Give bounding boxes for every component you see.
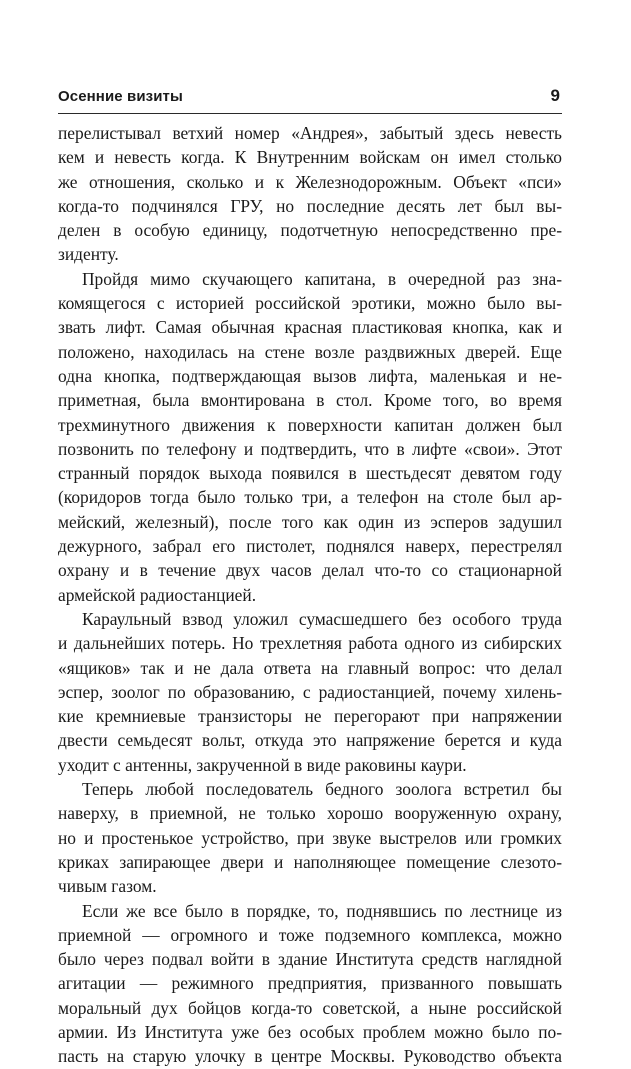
text-line: «ящиков» так и не дала ответа на главный вопрос: что делал (58, 657, 562, 678)
text-line: криках запирающее двери и наполняющее помещение слезото- (58, 851, 562, 872)
text-line: дежурного, забрал его пистолет, поднялся наверх, перестрелял (58, 536, 562, 557)
text-line: Пройдя мимо скучающего капитана, в очередной раз зна- (82, 268, 562, 289)
text-line: комящегося с историей российской эротики, можно было вы- (58, 293, 562, 314)
body-text (58, 121, 562, 1069)
text-line: положено, находилась на стене возле раздвижных дверей. Еще (58, 341, 562, 362)
text-line: приемной — огромного и тоже подземного комплекса, можно (58, 924, 562, 945)
paragraph (58, 121, 562, 267)
running-header (58, 86, 562, 112)
text-line: трехминутного движения к поверхности капитан должен был (58, 414, 562, 435)
text-line: зиденту. (58, 244, 119, 265)
text-line: Караульный взвод уложил сумасшедшего без особого труда (82, 608, 562, 629)
text-line: двести семьдесят вольт, откуда это напряжение берется и куда (58, 730, 562, 751)
text-line: же отношения, сколько и к Железнодорожным. Объект «пси» (58, 171, 562, 192)
text-line: когда-то подчинялся ГРУ, но последние десять лет был вы- (58, 195, 562, 216)
text-line: одна кнопка, подтверждающая вызов лифта, маленькая и не- (58, 365, 562, 386)
text-line: наверху, в приемной, не только хорошо вооруженную охрану, (58, 803, 562, 824)
text-line: приметная, была вмонтирована в стол. Кроме того, во время (58, 390, 562, 411)
paragraph (58, 777, 562, 898)
text-line: чивым газом. (58, 876, 157, 897)
text-line: Если же все было в порядке, то, поднявшись по лестнице из (82, 900, 562, 921)
text-line: странный порядок выхода появился в шестьдесят девятом году (58, 463, 562, 484)
text-line: звать лифт. Самая обычная красная пластиковая кнопка, как и (58, 317, 562, 338)
text-line: позвонить по телефону и подтвердить, что в лифте «свои». Этот (58, 438, 562, 459)
paragraph (58, 267, 562, 607)
text-line: но и простенькое устройство, при звуке выстрелов или громких (58, 827, 562, 848)
text-line: было через подвал войти в здание Института средств наглядной (58, 949, 562, 970)
text-line: кем и невесть когда. К Внутренним войскам он имел столько (58, 147, 562, 168)
text-line: перелистывал ветхий номер «Андрея», забытый здесь невесть (58, 123, 562, 143)
text-line: армейской радиостанцией. (58, 584, 257, 605)
text-line: армии. Из Института уже без особых проблем можно было по- (58, 1021, 562, 1042)
chapter-title: Осенние визиты (58, 88, 183, 105)
text-line: моральный дух бойцов когда-то советской, а ныне российской (58, 997, 562, 1018)
text-line: кие кремниевые транзисторы не перегорают при напряжении (58, 706, 562, 727)
text-line: мейский, железный), после того как один из эсперов задушил (58, 511, 562, 532)
paragraph (58, 899, 562, 1069)
text-line: (коридоров тогда было только три, а телефон на столе был ар- (58, 487, 562, 508)
text-line: охрану и в течение двух часов делал что-то со стационарной (58, 560, 562, 581)
text-line: пасть на старую улочку в центре Москвы. Руководство объекта (58, 1046, 562, 1067)
page-number: 9 (550, 86, 560, 105)
text-line: агитации — режимного предприятия, призванного повышать (58, 973, 562, 994)
text-line: и дальнейших потерь. Но трехлетняя работа одного из сибирских (58, 633, 562, 654)
text-line: Теперь любой последователь бедного зоолога встретил бы (82, 779, 562, 800)
book-page (58, 86, 562, 1069)
text-line: эспер, зоолог по образованию, с радиостанцией, почему хилень- (58, 681, 562, 702)
header-rule (58, 113, 562, 114)
text-line: делен в особую единицу, подотчетную непосредственно пре- (58, 220, 562, 241)
text-line: уходит с антенны, закрученной в виде раковины каури. (58, 754, 467, 775)
paragraph (58, 607, 562, 777)
